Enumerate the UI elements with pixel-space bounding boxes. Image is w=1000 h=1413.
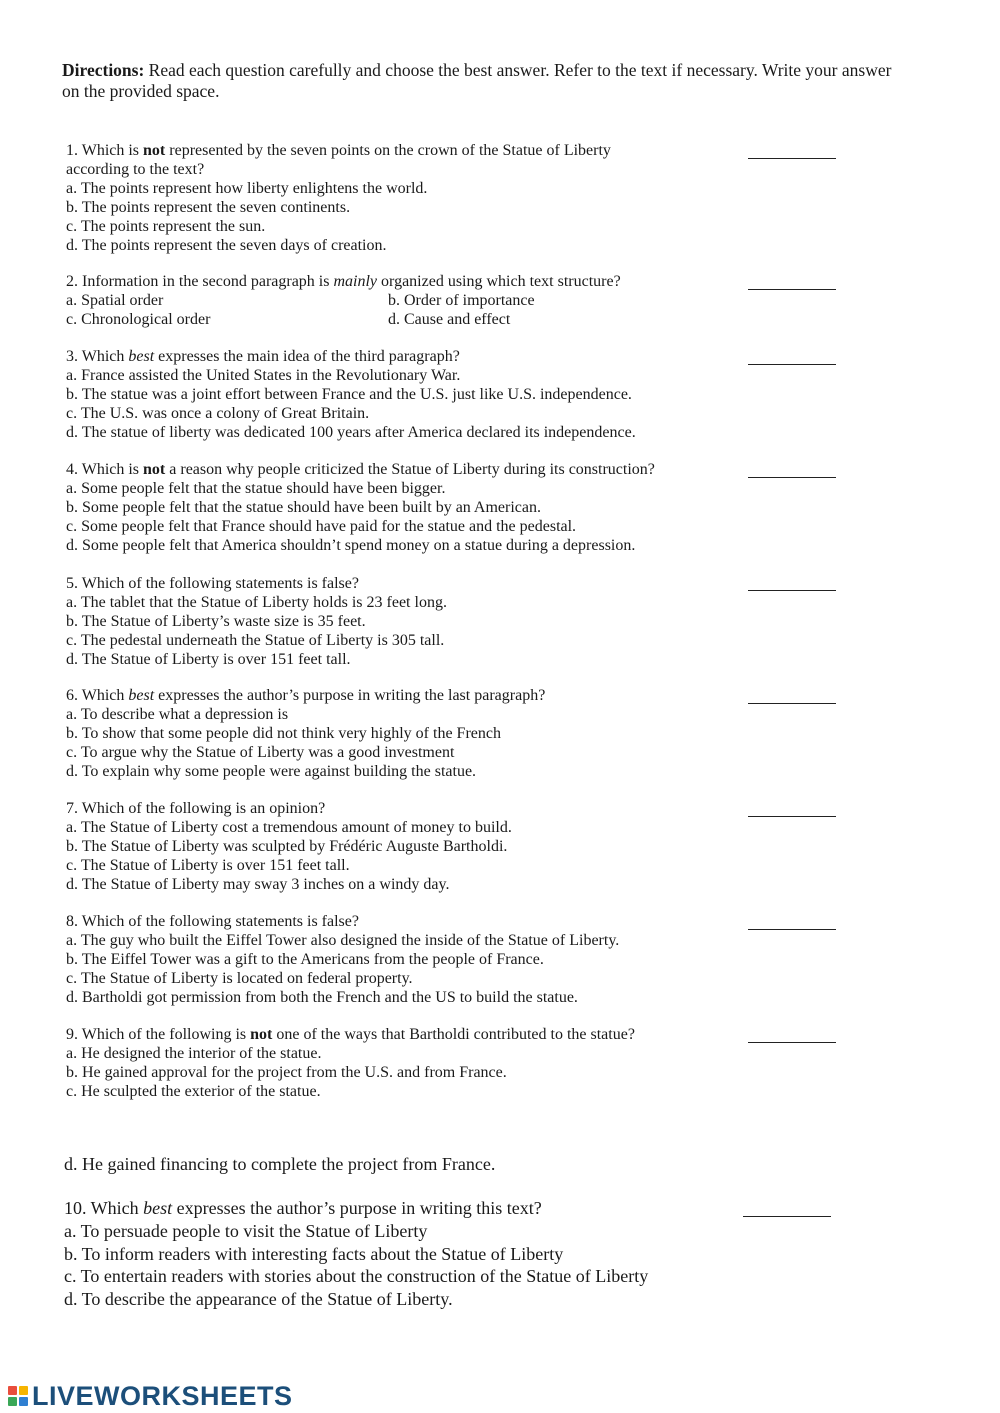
stem-text: 8. Which of the following statements is false? (66, 913, 359, 930)
stem-text: not (143, 142, 166, 159)
question-6 (66, 687, 926, 782)
option: d. He gained financing to complete the project from France. (64, 1154, 496, 1174)
question-9 (66, 1026, 926, 1102)
question-2 (66, 273, 926, 330)
answer-blank-1[interactable] (748, 158, 836, 159)
answer-blank-9[interactable] (748, 1042, 836, 1043)
stem-text: organized using which text structure? (377, 273, 621, 290)
stem-text: expresses the main idea of the third paragraph? (154, 348, 460, 365)
option: b. Some people felt that the statue should have been built by an American. (66, 498, 541, 516)
option: c. Chronological order (66, 310, 211, 328)
option: c. To argue why the Statue of Liberty was a good investment (66, 743, 455, 761)
option: a. The Statue of Liberty cost a tremendous amount of money to build. (66, 818, 512, 836)
option: d. The points represent the seven days of creation. (66, 236, 387, 254)
question-7 (66, 800, 926, 895)
answer-blank-8[interactable] (748, 929, 836, 930)
question-8 (66, 913, 926, 1008)
stem-text: not (143, 461, 166, 478)
option: a. To persuade people to visit the Statue of Liberty (64, 1220, 428, 1241)
option: b. The Statue of Liberty was sculpted by Frédéric Auguste Bartholdi. (66, 837, 508, 855)
option: a. The guy who built the Eiffel Tower also designed the inside of the Statue of Liberty. (66, 931, 620, 949)
options-grid (66, 292, 926, 330)
option: c. The pedestal underneath the Statue of Liberty is 305 tall. (66, 631, 445, 649)
option: d. To explain why some people were against building the statue. (66, 762, 477, 780)
liveworksheets-logo (8, 1382, 293, 1410)
option: a. The tablet that the Statue of Liberty holds is 23 feet long. (66, 593, 447, 611)
option: c. The Statue of Liberty is located on federal property. (66, 969, 413, 987)
stem-text: 2. Information in the second paragraph is (66, 273, 334, 290)
question-1 (66, 142, 926, 255)
stem-text: 1. Which is (66, 142, 144, 159)
option: b. To show that some people did not think very highly of the French (66, 724, 501, 742)
option: b. He gained approval for the project from the U.S. and from France. (66, 1063, 507, 1081)
option: b. The Eiffel Tower was a gift to the Americans from the people of France. (66, 950, 544, 968)
option: c. To entertain readers with stories about the construction of the Statue of Liberty (64, 1266, 649, 1287)
answer-blank-2[interactable] (748, 289, 836, 290)
option: b. The points represent the seven continents. (66, 198, 351, 216)
option: a. Some people felt that the statue should have been bigger. (66, 479, 446, 497)
option: b. The Statue of Liberty’s waste size is 35 feet. (66, 612, 366, 630)
answer-blank-10[interactable] (743, 1216, 831, 1217)
answer-blank-7[interactable] (748, 816, 836, 817)
answer-blank-6[interactable] (748, 703, 836, 704)
question-3 (66, 348, 926, 443)
option: d. The Statue of Liberty is over 151 feet tall. (66, 650, 351, 668)
stem-text: mainly (333, 273, 378, 290)
stem-text: represented by the seven points on the crown of the Statue of Liberty (165, 142, 611, 159)
question-stem-continued: according to the text? (66, 160, 205, 178)
stem-text: 7. Which of the following is an opinion? (66, 800, 326, 817)
question-4 (66, 461, 926, 556)
option: c. The Statue of Liberty is over 151 feet tall. (66, 856, 350, 874)
stem-text: expresses the author’s purpose in writing the last paragraph? (154, 687, 546, 704)
option: d. The Statue of Liberty may sway 3 inches on a windy day. (66, 875, 450, 893)
question-9-option-d (64, 1153, 924, 1176)
logo-mark-icon (8, 1386, 28, 1406)
stem-text: 6. Which (66, 687, 129, 704)
stem-text: one of the ways that Bartholdi contributed to the statue? (272, 1026, 635, 1043)
stem-text: best (143, 1198, 173, 1218)
option: d. Bartholdi got permission from both the French and the US to build the statue. (66, 988, 578, 1006)
option: c. He sculpted the exterior of the statue. (66, 1082, 321, 1100)
option: a. France assisted the United States in the Revolutionary War. (66, 366, 461, 384)
option: c. Some people felt that France should have paid for the statue and the pedestal. (66, 517, 577, 535)
answer-blank-3[interactable] (748, 364, 836, 365)
stem-text: best (128, 348, 155, 365)
option: a. He designed the interior of the statue. (66, 1044, 322, 1062)
option: c. The points represent the sun. (66, 217, 266, 235)
option: d. To describe the appearance of the Statue of Liberty. (64, 1289, 453, 1310)
question-stem (66, 575, 926, 594)
stem-text: a reason why people criticized the Statue of Liberty during its construction? (165, 461, 655, 478)
stem-text: expresses the author’s purpose in writing this text? (172, 1198, 542, 1218)
stem-text: 3. Which (66, 348, 129, 365)
directions-label: Directions: (62, 60, 145, 80)
directions (62, 60, 912, 102)
stem-text: best (128, 687, 155, 704)
option: d. Cause and effect (388, 310, 511, 328)
answer-blank-4[interactable] (748, 477, 836, 478)
stem-text: 5. Which of the following statements is false? (66, 575, 359, 592)
stem-text: 9. Which of the following is (66, 1026, 251, 1043)
stem-text: 4. Which is (66, 461, 144, 478)
option: d. Some people felt that America shouldn’t spend money on a statue during a depression. (66, 536, 636, 554)
question-10 (64, 1197, 924, 1311)
option: a. To describe what a depression is (66, 705, 289, 723)
option: a. Spatial order (66, 291, 164, 309)
directions-text: Read each question carefully and choose the best answer. Refer to the text if necessary. Write your answer on the provided space. (62, 60, 892, 101)
stem-text: 10. Which (64, 1198, 144, 1218)
answer-blank-5[interactable] (748, 590, 836, 591)
option: b. The statue was a joint effort between France and the U.S. just like U.S. independence. (66, 385, 632, 403)
brand-name: LIVEWORKSHEETS (32, 1380, 293, 1411)
option: c. The U.S. was once a colony of Great Britain. (66, 404, 370, 422)
option: b. To inform readers with interesting facts about the Statue of Liberty (64, 1243, 564, 1264)
stem-text: not (250, 1026, 273, 1043)
option: b. Order of importance (388, 291, 535, 309)
option: d. The statue of liberty was dedicated 100 years after America declared its independence. (66, 423, 636, 441)
option: a. The points represent how liberty enlightens the world. (66, 179, 428, 197)
